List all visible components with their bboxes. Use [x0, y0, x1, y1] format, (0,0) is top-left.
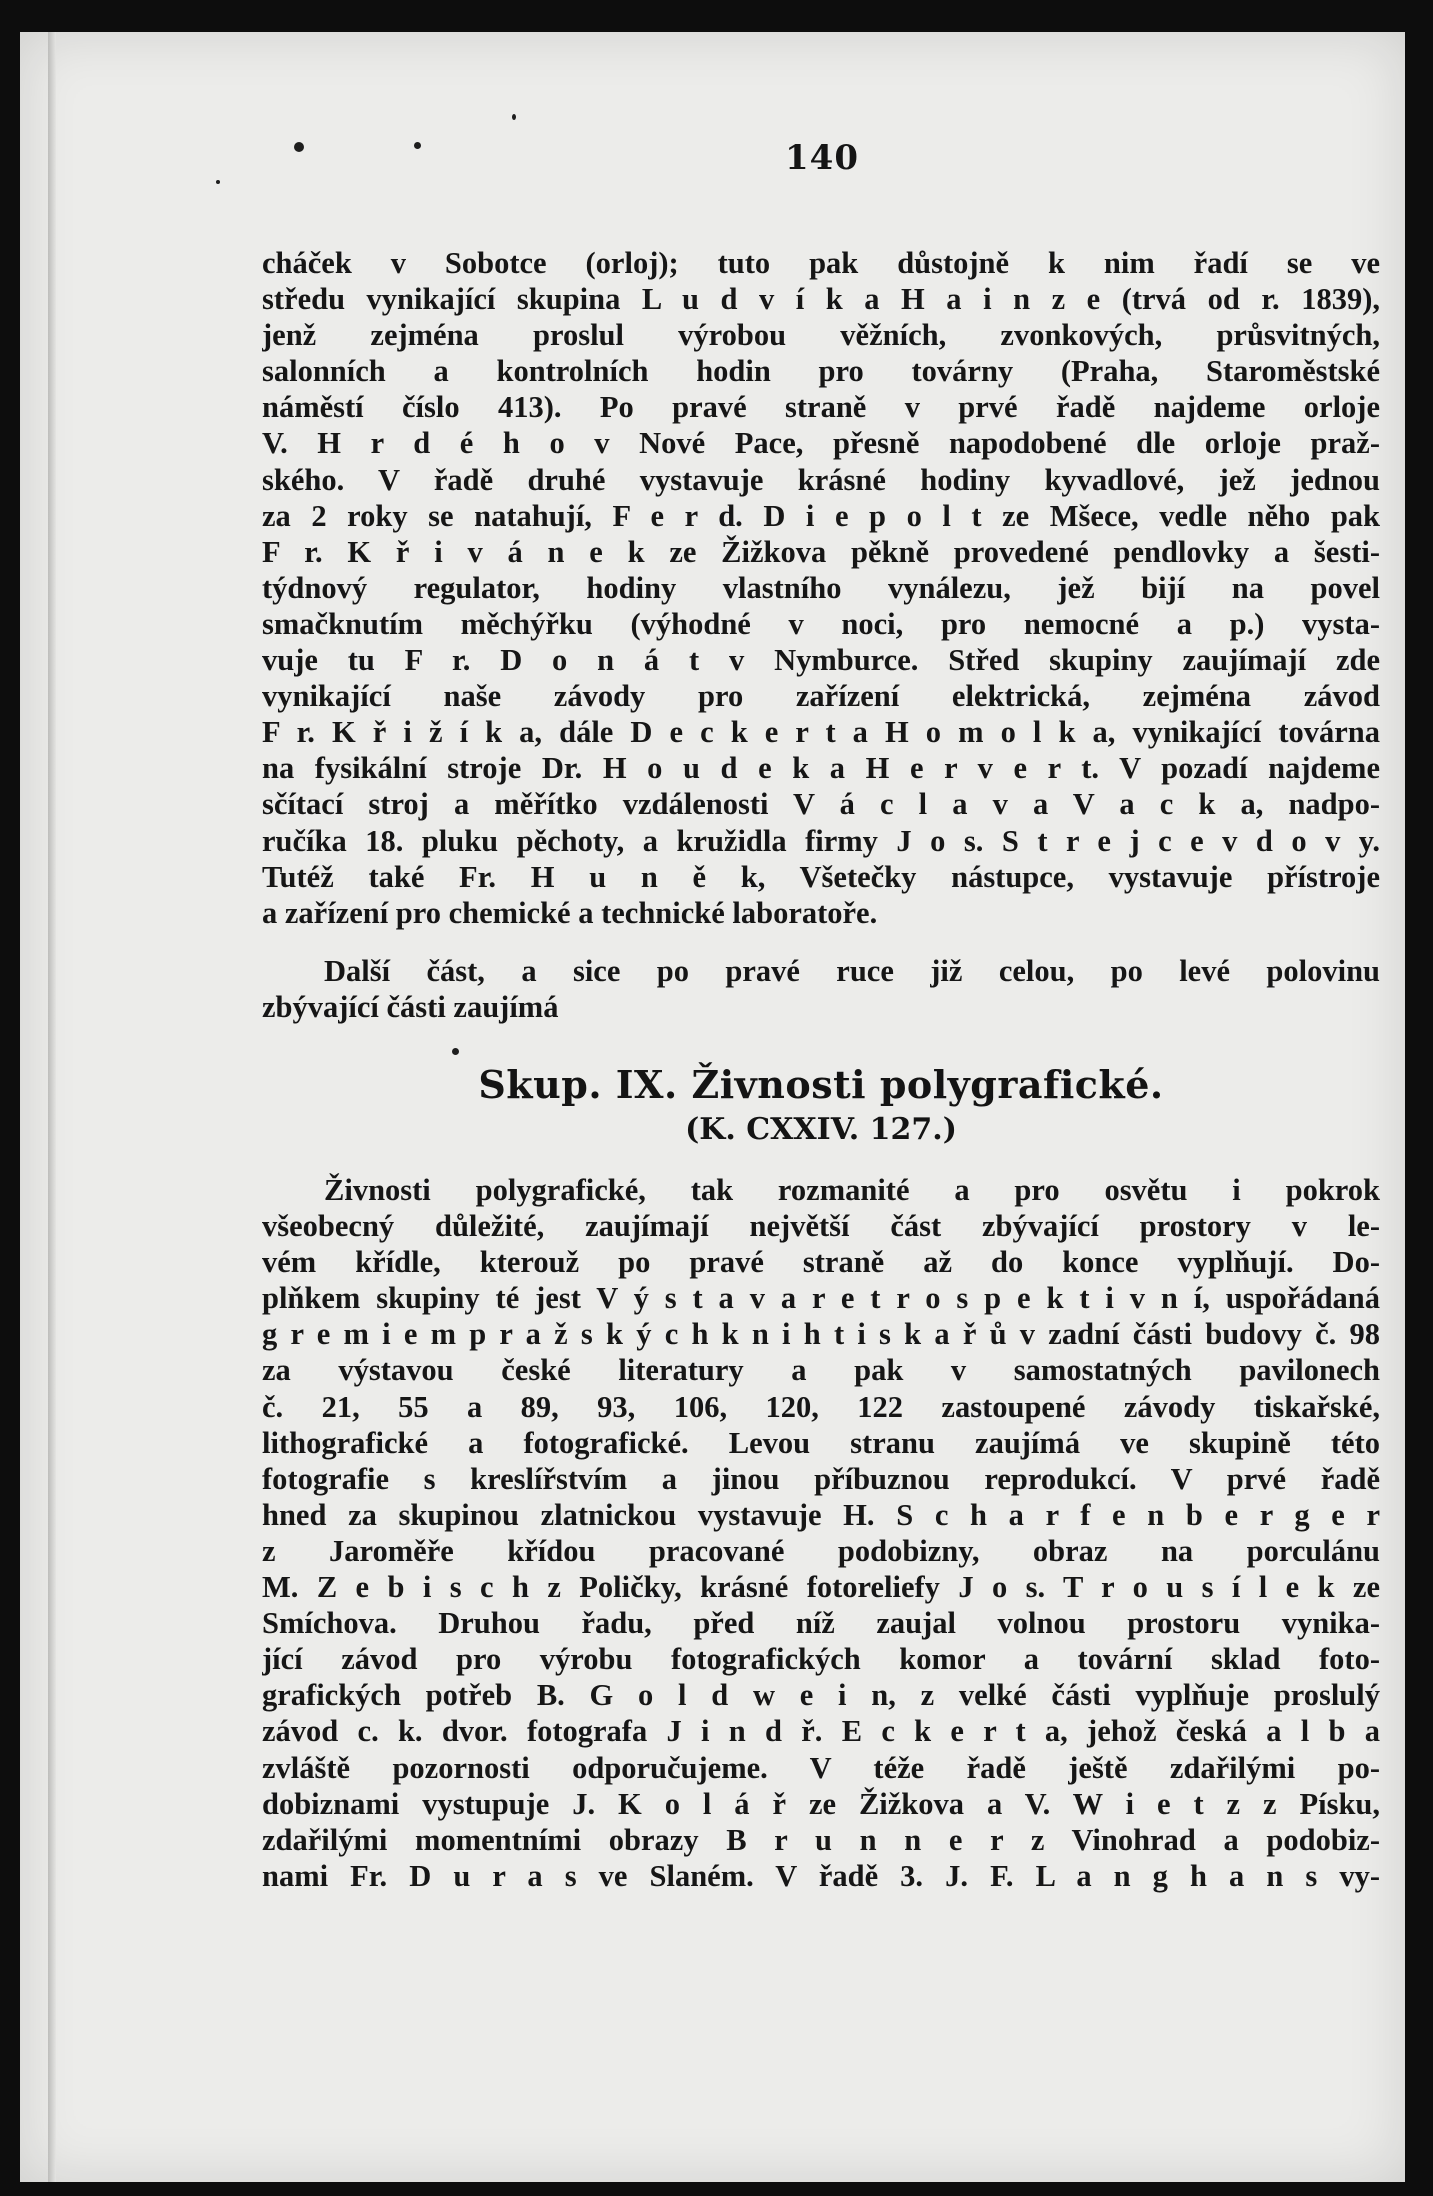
- section-heading: Skup. IX. Živnosti polygrafické.: [478, 1062, 1164, 1107]
- text-line: středu vynikající skupina L u d v í k a H a i n z e (trvá od r. 1839),: [262, 282, 1380, 317]
- text-line: náměstí číslo 413). Po pravé straně v prvé řadě najdeme orloje: [262, 390, 1380, 425]
- text-line: g r e m i e m p r a ž s k ý c h k n i h t i s k a ř ů v zadní části budovy č. 98: [262, 1317, 1380, 1352]
- text-line: smačknutím měchýřku (výhodné v noci, pro nemocné a p.) vysta-: [262, 606, 1380, 641]
- text-line: závod c. k. dvor. fotografa J i n d ř. E c k e r t a, jehož česká a l b a: [262, 1714, 1380, 1749]
- text-line: V. H r d é h o v Nové Pace, přesně napodobené dle orloje praž-: [262, 426, 1380, 461]
- text-line: cháček v Sobotce (orloj); tuto pak důstojně k nim řadí se ve: [262, 246, 1380, 280]
- text-line: ského. V řadě druhé vystavuje krásné hodiny kyvadlové, jež jednou: [262, 462, 1380, 497]
- text-line: zvláště pozornosti odporučujeme. V téže řadě ještě zdařilými po-: [262, 1750, 1380, 1785]
- text-line: plňkem skupiny té jest V ý s t a v a r e t r o s p e k t i v n í, uspořádaná: [262, 1281, 1380, 1316]
- ink-speck: [512, 114, 516, 120]
- text-line: vém křídle, kterouž po pravé straně až do konce vyplňují. Do-: [262, 1245, 1380, 1280]
- text-line: nami Fr. D u r a s ve Slaném. V řadě 3. J. F. L a n g h a n s vy-: [262, 1858, 1380, 1893]
- paragraph-1: [262, 245, 1380, 931]
- text-line: jící závod pro výrobu fotografických komor a tovární sklad foto-: [262, 1642, 1380, 1677]
- text-line: Smíchova. Druhou řadu, před níž zaujal volnou prostoru vynika-: [262, 1606, 1380, 1641]
- text-line: F r. K ř i ž í k a, dále D e c k e r t a H o m o l k a, vynikající továrna: [262, 715, 1380, 750]
- section-subheading: (K. CXXIV. 127.): [685, 1112, 957, 1147]
- text-line: Tutéž také Fr. H u n ě k, Všetečky nástupce, vystavuje přístroje: [262, 859, 1380, 894]
- text-line: za výstavou české literatury a pak v samostatných pavilonech: [262, 1353, 1380, 1388]
- paragraph-3: [262, 1172, 1380, 1894]
- text-line: vuje tu F r. D o n á t v Nymburce. Střed skupiny zaujímají zde: [262, 643, 1380, 678]
- text-line: Živnosti polygrafické, tak rozmanité a pro osvětu i pokrok: [324, 1173, 1380, 1207]
- text-line: hned za skupinou zlatnickou vystavuje H. S c h a r f e n b e r g e r: [262, 1497, 1380, 1532]
- text-line: týdnový regulator, hodiny vlastního vynálezu, jež bijí na povel: [262, 570, 1380, 605]
- page-spine-edge: [48, 32, 56, 2182]
- page-number: 140: [785, 138, 859, 178]
- text-line: zbývající části zaujímá: [262, 990, 559, 1025]
- text-line: F r. K ř i v á n e k ze Žižkova pěkně provedené pendlovky a šesti-: [262, 534, 1380, 569]
- text-line: zdařilými momentními obrazy B r u n n e r z Vinohrad a podobiz-: [262, 1822, 1380, 1857]
- ink-speck: [294, 142, 304, 152]
- text-line: vynikající naše závody pro zařízení elektrická, zejména závod: [262, 679, 1380, 714]
- ink-speck: [452, 1048, 459, 1055]
- text-line: grafických potřeb B. G o l d w e i n, z velké části vyplňuje proslulý: [262, 1678, 1380, 1713]
- ink-speck: [216, 180, 220, 184]
- text-line: salonních a kontrolních hodin pro továrny (Praha, Staroměstské: [262, 354, 1380, 389]
- text-line: z Jaroměře křídou pracované podobizny, obraz na porculánu: [262, 1533, 1380, 1568]
- text-line: M. Z e b i s c h z Poličky, krásné fotoreliefy J o s. T r o u s í l e k ze: [262, 1570, 1380, 1605]
- text-line: všeobecný důležité, zaujímají největší část zbývající prostory v le-: [262, 1209, 1380, 1244]
- text-line: sčítací stroj a měřítko vzdálenosti V á c l a v a V a c k a, nadpo-: [262, 787, 1380, 822]
- text-line: fotografie s kreslířstvím a jinou příbuznou reprodukcí. V prvé řadě: [262, 1461, 1380, 1496]
- text-line: a zařízení pro chemické a technické laboratoře.: [262, 895, 878, 930]
- text-line: č. 21, 55 a 89, 93, 106, 120, 122 zastoupené závody tiskařské,: [262, 1389, 1380, 1424]
- text-line: lithografické a fotografické. Levou stranu zaujímá ve skupině této: [262, 1425, 1380, 1460]
- ink-speck: [414, 142, 421, 149]
- text-line: Další část, a sice po pravé ruce již celou, po levé polovinu: [324, 954, 1380, 988]
- text-line: za 2 roky se natahují, F e r d. D i e p o l t ze Mšece, vedle něho pak: [262, 498, 1380, 533]
- text-line: jenž zejména proslul výrobou věžních, zvonkových, průsvitných,: [262, 318, 1380, 353]
- text-line: na fysikální stroje Dr. H o u d e k a H e r v e r t. V pozadí najdeme: [262, 751, 1380, 786]
- text-line: dobiznami vystupuje J. K o l á ř ze Žižkova a V. W i e t z z Písku,: [262, 1786, 1380, 1821]
- text-line: ručíka 18. pluku pěchoty, a kružidla firmy J o s. S t r e j c e v d o v y.: [262, 823, 1380, 858]
- paragraph-2: [262, 953, 1380, 1025]
